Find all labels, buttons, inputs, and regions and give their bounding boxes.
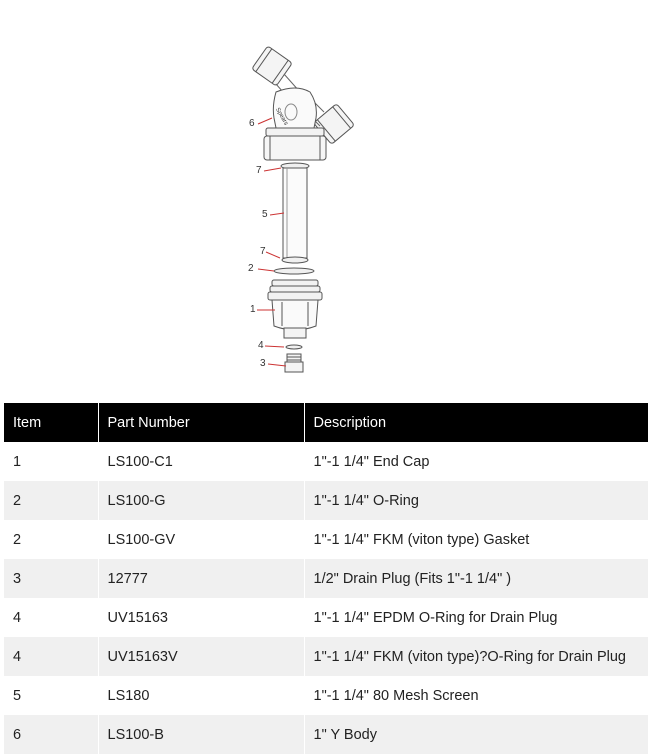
cell-item: 3	[4, 559, 98, 598]
table-row	[4, 442, 648, 481]
cell-item: 2	[4, 481, 98, 520]
cell-description: 1"-1 1/4" End Cap	[304, 442, 648, 481]
callout-5: 5	[262, 209, 268, 220]
drain-plug	[285, 354, 303, 372]
brand-mark: Spears	[274, 107, 289, 127]
cell-item: 2	[4, 520, 98, 559]
table-row	[4, 520, 648, 559]
callout-7-bottom: 7	[260, 246, 266, 257]
cell-item: 1	[4, 442, 98, 481]
cell-item: 4	[4, 637, 98, 676]
callout-2: 2	[248, 263, 254, 274]
cell-part-number: LS180	[98, 676, 304, 715]
o-ring-bottom	[282, 257, 308, 263]
cell-description: 1"-1 1/4" O-Ring	[304, 481, 648, 520]
callout-1: 1	[250, 304, 256, 315]
cell-part-number: UV15163	[98, 598, 304, 637]
cell-part-number: LS100-C1	[98, 442, 304, 481]
drain-o-ring	[286, 345, 302, 349]
callout-4: 4	[258, 340, 264, 351]
callout-3: 3	[260, 358, 266, 369]
column-header-item: Item	[4, 403, 98, 442]
cell-description: 1"-1 1/4" FKM (viton type) Gasket	[304, 520, 648, 559]
table-row	[4, 715, 648, 754]
table-row	[4, 676, 648, 715]
table-row	[4, 637, 648, 676]
gasket	[274, 268, 314, 274]
parts-table	[4, 403, 648, 754]
table-row	[4, 481, 648, 520]
cell-part-number: 12777	[98, 559, 304, 598]
cell-part-number: UV15163V	[98, 637, 304, 676]
cell-part-number: LS100-G	[98, 481, 304, 520]
cell-description: 1" Y Body	[304, 715, 648, 754]
cell-item: 6	[4, 715, 98, 754]
cell-item: 4	[4, 598, 98, 637]
cell-description: 1"-1 1/4" 80 Mesh Screen	[304, 676, 648, 715]
cell-item: 5	[4, 676, 98, 715]
column-header-part-number: Part Number	[98, 403, 304, 442]
cell-description: 1"-1 1/4" EPDM O-Ring for Drain Plug	[304, 598, 648, 637]
cell-part-number: LS100-GV	[98, 520, 304, 559]
cell-description: 1"-1 1/4" FKM (viton type)?O-Ring for Drain Plug	[304, 637, 648, 676]
table-row	[4, 598, 648, 637]
table-header-row	[4, 403, 648, 442]
callout-7-top: 7	[256, 165, 262, 176]
mesh-screen	[283, 168, 307, 258]
callout-6: 6	[249, 118, 255, 129]
column-header-description: Description	[304, 403, 648, 442]
table-row	[4, 559, 648, 598]
cell-part-number: LS100-B	[98, 715, 304, 754]
inlet-nut	[252, 46, 293, 86]
cell-description: 1/2" Drain Plug (Fits 1"-1 1/4" )	[304, 559, 648, 598]
end-cap	[268, 280, 322, 338]
